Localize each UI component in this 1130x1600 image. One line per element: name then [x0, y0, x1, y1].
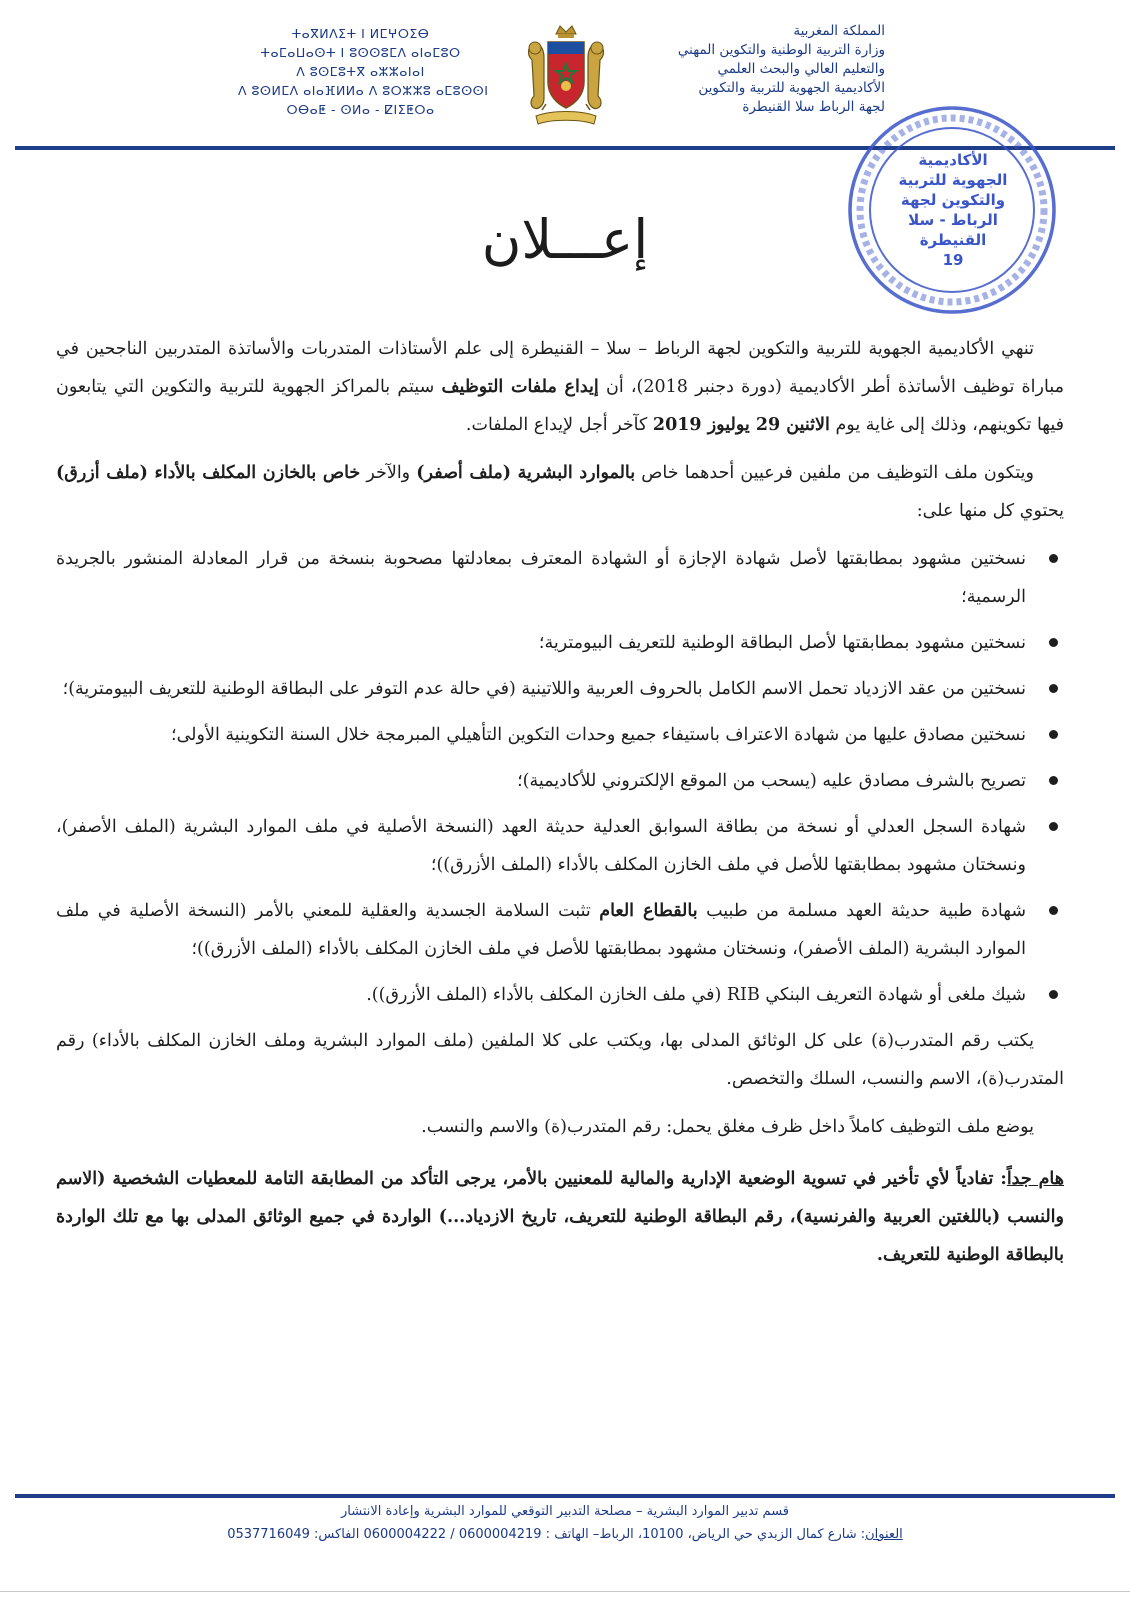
announcement-body [56, 330, 1064, 1284]
page-edge [0, 1591, 1130, 1592]
header-ar-line: والتعليم العالي والبحث العلمي [717, 61, 885, 77]
stamp-line: والتكوين لجهة [900, 191, 1006, 209]
header-tifinagh [238, 24, 489, 119]
bullet-icon [1049, 554, 1058, 563]
instruction-paragraph: يوضع ملف التوظيف كاملاً داخل ظرف مغلق يحمل: رقم المتدرب(ة) والاسم والنسب. [421, 1117, 1034, 1137]
list-item-text: شهادة طبية حديثة العهد مسلمة من طبيب [697, 901, 1026, 921]
bullet-icon [1049, 822, 1058, 831]
documents-list [56, 540, 1064, 1014]
header-tf-line: ⴷ ⵓⵙⵍⵎⴷ ⴰⵏⴰⴼⵍⵍⴰ ⴷ ⵓⵔⵣⵣⵓ ⴰⵎⵓⵙⵙⵏ [238, 83, 489, 98]
composition-paragraph [56, 454, 1064, 530]
coat-of-arms-icon [522, 24, 610, 132]
intro-text: كآخر أجل لإيداع الملفات. [465, 415, 653, 435]
bullet-icon [1049, 730, 1058, 739]
header-tf-line: ⴷ ⵓⵙⵎⵓⵜⴳ ⴰⵣⵣⴰⵏⴰⵏ [296, 64, 425, 79]
header-tf-line: ⵜⴰⵎⴰⵡⴰⵙⵜ ⵏ ⵓⵙⵙⵓⵎⴷ ⴰⵏⴰⵎⵓⵔ [260, 45, 461, 60]
bullet-icon [1049, 990, 1058, 999]
composition-text: يحتوي كل منها على: [916, 501, 1064, 521]
intro-bold: إيداع ملفات التوظيف [441, 377, 599, 397]
list-item [56, 976, 1064, 1014]
composition-text: والآخر [360, 463, 417, 483]
list-item [56, 892, 1064, 968]
list-item [56, 670, 1064, 708]
stamp-line: 19 [942, 251, 964, 269]
list-item-text: نسختين مشهود بمطابقتها لأصل شهادة الإجازة أو الشهادة المعترف بمعادلتها مصحوبة بنسخة من قرار المعادلة المنشور بالجريدة الرسمية؛ [56, 549, 1026, 607]
bullet-icon [1049, 638, 1058, 647]
header-ar-line: وزارة التربية الوطنية والتكوين المهني [677, 42, 885, 58]
footer-address-label: العنوان [865, 1527, 903, 1542]
header-ar-line: لجهة الرباط سلا القنيطرة [742, 99, 885, 115]
page-title: إعـــلان [481, 208, 649, 271]
composition-bold: خاص بالخازن المكلف بالأداء (ملف أزرق) [56, 463, 361, 483]
footer-address-text: : شارع كمال الزبدي حي الرياض، 10100، الرباط– الهاتف : 0600004219 / 0600004222 الفاكس: 0537716049 [227, 1527, 866, 1542]
composition-bold: بالموارد البشرية (ملف أصفر) [416, 463, 636, 483]
list-item-text: نسختين مصادق عليها من شهادة الاعتراف باستيفاء جميع وحدات التكوين التأهيلي المبرمجة خلال السنة التكوينية الأولى؛ [171, 725, 1026, 745]
important-note-label: هام جداً [1006, 1169, 1064, 1189]
bullet-icon [1049, 906, 1058, 915]
list-item-bold: بالقطاع العام [599, 901, 698, 921]
list-item-text: نسختين من عقد الازدياد تحمل الاسم الكامل بالحروف العربية واللاتينية (في حالة عدم التوفر على البطاقة الوطنية للتعريف البيومترية)؛ [62, 679, 1026, 699]
header-tf-line: ⵔⴱⴰⵟ - ⵙⵍⴰ - ⵇⵏⵉⵟⵔⴰ [286, 102, 435, 117]
header-tf-line: ⵜⴰⴳⵍⴷⵉⵜ ⵏ ⵍⵎⵖⵔⵉⴱ [291, 26, 430, 41]
stamp-line: القنيطرة [919, 231, 987, 249]
intro-text: تنهي الأكاديمية الجهوية للتربية والتكوين لجهة الرباط – سلا – القنيطرة إلى علم الأستاذات المتدربات والأساتذة المتدربين الناجحين في مباراة توظيف الأساتذة أطر الأكاديمية (دورة دجنبر 2018)، أن [56, 339, 1064, 397]
list-item [56, 540, 1064, 616]
instruction-paragraph: يكتب رقم المتدرب(ة) على كل الوثائق المدلى بها، ويكتب على كلا الملفين (ملف الموارد البشرية وملف الخازن المكلف بالأداء) رقم المتدرب(ة)، الاسم والنسب، السلك والتخصص. [56, 1031, 1064, 1089]
list-item [56, 624, 1064, 662]
footer-department: قسم تدبير الموارد البشرية – مصلحة التدبير التوقعي للموارد البشرية وإعادة الانتشار [340, 1504, 790, 1519]
stamp-line: الرباط - سلا [908, 211, 998, 229]
intro-text: سيتم بالمراكز الجهوية للتربية والتكوين التي يتابعون فيها تكوينهم، وذلك إلى غاية يوم [56, 377, 1064, 435]
list-item-text: شيك ملغى أو شهادة التعريف البنكي RIB (في ملف الخازن المكلف بالأداء (الملف الأزرق)). [366, 985, 1026, 1005]
stamp-line: الجهوية للتربية [898, 171, 1008, 189]
intro-paragraph [56, 330, 1064, 444]
list-item-text: شهادة السجل العدلي أو نسخة من بطاقة السوابق العدلية حديثة العهد (النسخة الأصلية في ملف الموارد البشرية (الملف الأصفر)، ونسختان مشهود بمطابقتها للأصل في ملف الخازن المكلف بالأداء (الملف الأزرق))؛ [56, 817, 1026, 875]
list-item-text: تصريح بالشرف مصادق عليه (يسحب من الموقع الإلكتروني للأكاديمية)؛ [517, 771, 1026, 791]
header-ar-line: الأكاديمية الجهوية للتربية والتكوين [698, 80, 885, 96]
list-item [56, 716, 1064, 754]
list-item-text: تثبت السلامة الجسدية والعقلية للمعني بالأمر (النسخة الأصلية في ملف الموارد البشرية (الملف الأصفر)، ونسختان مشهود بمطابقتها للأصل في ملف الخازن المكلف بالأداء (الملف الأزرق))؛ [56, 901, 1026, 959]
footer-rule [15, 1494, 1115, 1498]
important-note [56, 1160, 1064, 1274]
important-note-text: : تفادياً لأي تأخير في تسوية الوضعية الإدارية والمالية للمعنيين بالأمر، يرجى التأكد من المطابقة التامة للمعطيات الشخصية (الاسم والنسب (باللغتين العربية والفرنسية)، رقم البطاقة الوطنية للتعريف، تاريخ الازدياد...) الواردة في جميع الوثائق المدلى بها مع تلك الواردة بالبطاقة الوطنية للتعريف. [56, 1169, 1064, 1265]
header-ar-line: المملكة المغربية [793, 23, 885, 39]
composition-text: ويتكون ملف التوظيف من ملفين فرعيين أحدهما خاص [635, 463, 1034, 483]
stamp-line: الأكاديمية [918, 151, 988, 169]
list-item [56, 808, 1064, 884]
bullet-icon [1049, 776, 1058, 785]
bullet-icon [1049, 684, 1058, 693]
deadline-date: الاثنين 29 يوليوز 2019 [652, 415, 830, 435]
list-item [56, 762, 1064, 800]
list-item-text: نسختين مشهود بمطابقتها لأصل البطاقة الوطنية للتعريف البيومترية؛ [538, 633, 1026, 653]
footer-address [0, 1527, 1130, 1542]
